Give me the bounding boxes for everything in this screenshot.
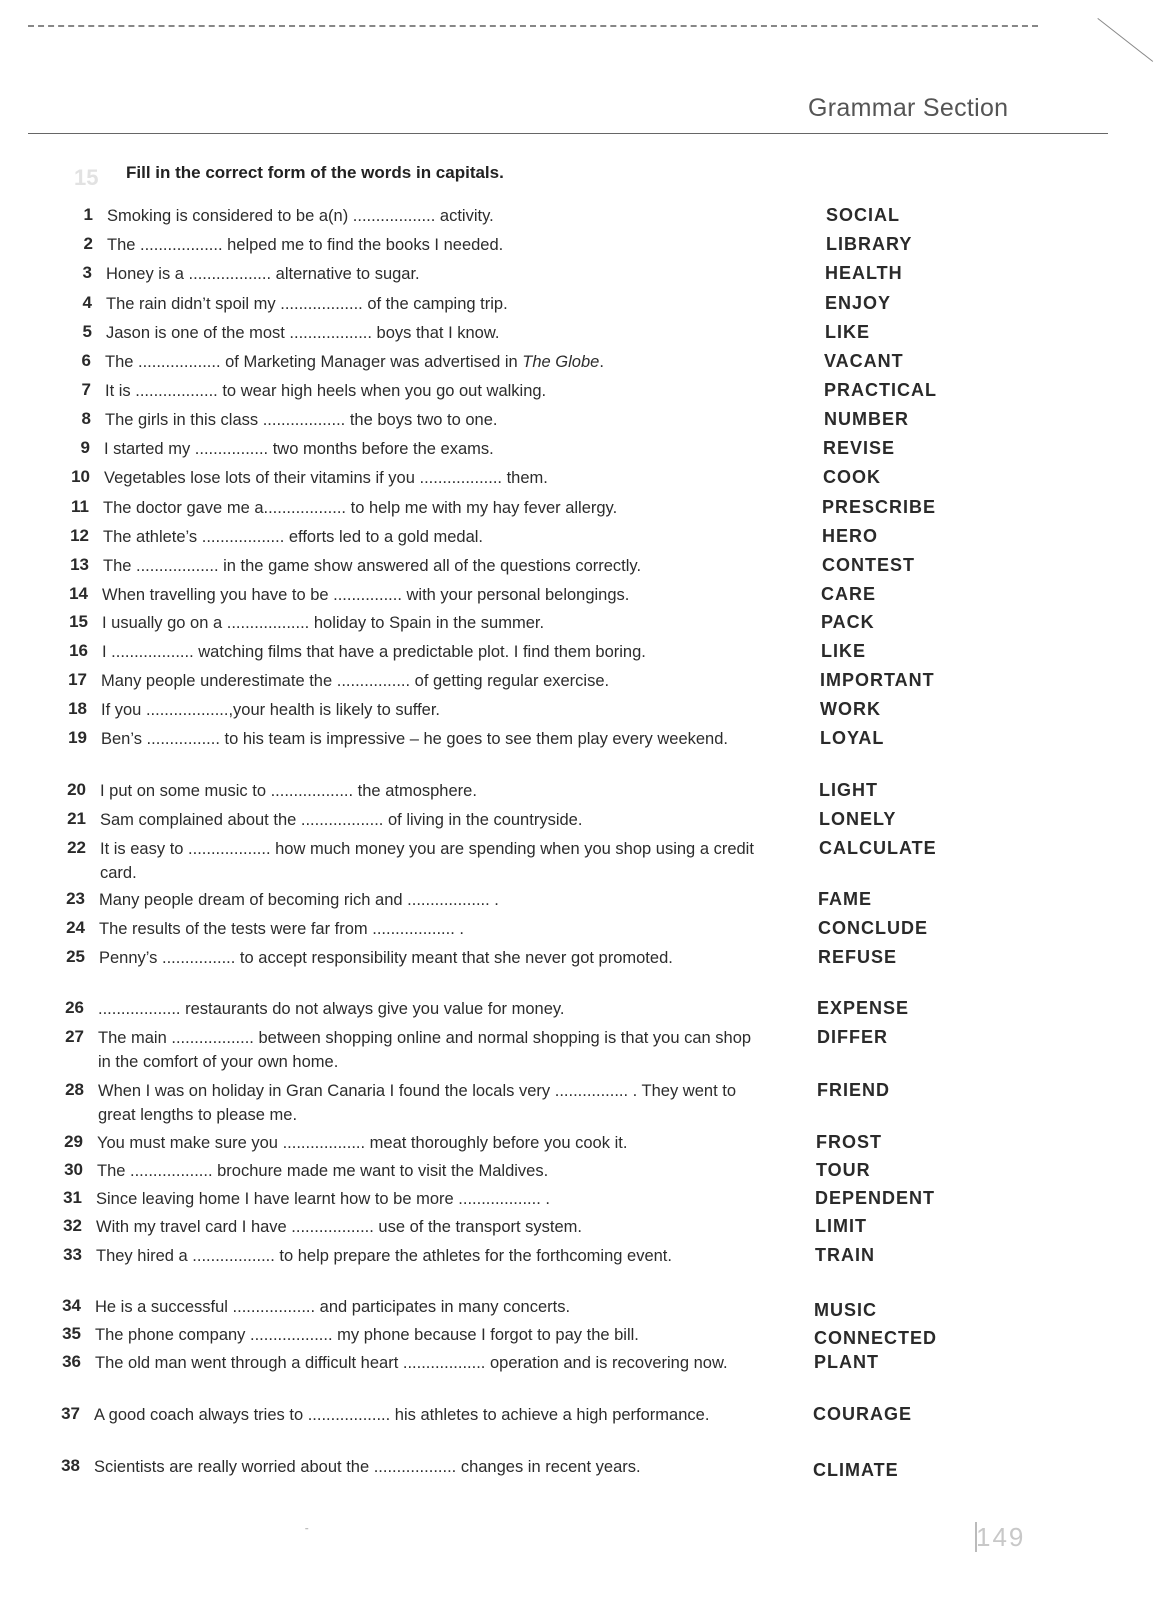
item-number: 20	[67, 780, 86, 799]
item-number: 30	[64, 1160, 83, 1179]
item-number: 18	[68, 699, 87, 718]
item-number: 35	[62, 1324, 81, 1343]
item-sentence: I started my ................ two months before the exams.	[104, 440, 494, 458]
item-sentence-italic: The Globe	[522, 353, 600, 371]
exercise-instruction: Fill in the correct form of the words in capitals.	[126, 163, 504, 182]
item-number: 13	[70, 555, 89, 574]
capital-word: CONNECTED	[814, 1328, 938, 1348]
capital-word: PACK	[821, 612, 875, 632]
item-number: 15	[69, 612, 88, 631]
item-number: 14	[69, 584, 88, 603]
item-number: 38	[61, 1456, 80, 1475]
item-sentence: The .................. in the game show answered all of the questions correctly.	[103, 557, 642, 575]
capital-word: LIGHT	[819, 780, 878, 800]
item-sentence: It is easy to .................. how much money you are spending when you shop using a credit card.	[100, 840, 754, 882]
item-sentence: The doctor gave me a.................. to help me with my hay fever allergy.	[103, 499, 618, 517]
capital-word: CONCLUDE	[818, 918, 928, 938]
item-number: 25	[66, 947, 85, 966]
capital-word: VACANT	[824, 351, 904, 371]
item-sentence: When travelling you have to be ............... with your personal belongings.	[102, 586, 630, 604]
item-number: 17	[68, 670, 87, 689]
item-number: 32	[63, 1216, 82, 1235]
item-number: 16	[69, 641, 88, 660]
item-sentence: When I was on holiday in Gran Canaria I found the locals very ................ . They went to great lengths to please me.	[98, 1082, 737, 1124]
item-sentence: Many people underestimate the ................ of getting regular exercise.	[101, 672, 610, 690]
item-sentence: Ben’s ................ to his team is impressive – he goes to see them play every weekend.	[101, 730, 728, 748]
item-sentence: Vegetables lose lots of their vitamins if you .................. them.	[104, 469, 548, 487]
capital-word: DEPENDENT	[815, 1188, 936, 1208]
item-number: 10	[71, 467, 90, 486]
capital-word: FAME	[818, 889, 873, 909]
capital-word: TRAIN	[815, 1245, 875, 1265]
item-number: 36	[62, 1352, 81, 1371]
item-number: 24	[66, 918, 85, 937]
item-sentence: Penny’s ................ to accept responsibility meant that she never got promoted.	[99, 949, 673, 967]
page-number: 149	[976, 1522, 1026, 1552]
item-number: 7	[81, 380, 91, 399]
item-sentence: Jason is one of the most .................. boys that I know.	[106, 324, 500, 342]
capital-word: LIBRARY	[826, 234, 913, 254]
item-sentence: It is .................. to wear high heels when you go out walking.	[105, 382, 547, 400]
capital-word: REVISE	[823, 438, 896, 458]
item-sentence: He is a successful .................. and participates in many concerts.	[95, 1298, 571, 1316]
capital-word: CALCULATE	[819, 838, 937, 858]
item-number: 8	[81, 409, 91, 428]
item-number: 6	[81, 351, 91, 370]
capital-word: COURAGE	[813, 1404, 913, 1424]
item-sentence: Sam complained about the .................. of living in the countryside.	[100, 811, 583, 829]
item-number: 5	[82, 322, 92, 341]
capital-word: TOUR	[816, 1160, 871, 1180]
item-number: 3	[82, 263, 92, 282]
capital-word: PRACTICAL	[824, 380, 937, 400]
capital-word: CARE	[821, 584, 877, 604]
item-number: 29	[64, 1132, 83, 1151]
item-sentence: Smoking is considered to be a(n) .................. activity.	[107, 207, 494, 225]
item-sentence: A good coach always tries to .................. his athletes to achieve a high performance.	[94, 1406, 710, 1424]
item-number: 2	[83, 234, 93, 253]
stray-scan-mark: ˉ	[305, 1527, 309, 1539]
header-divider	[28, 133, 1108, 134]
item-number: 9	[80, 438, 90, 457]
capital-word: FRIEND	[817, 1080, 890, 1100]
item-sentence-part: .	[599, 353, 604, 371]
capital-word: NUMBER	[824, 409, 909, 429]
item-sentence: The main .................. between shopping online and normal shopping is that you can shop in the comfort of your own home.	[98, 1029, 752, 1071]
capital-word: IMPORTANT	[820, 670, 935, 690]
capital-word: COOK	[823, 467, 881, 487]
item-number: 4	[82, 293, 92, 312]
item-number: 33	[63, 1245, 82, 1264]
item-number: 23	[66, 889, 85, 908]
capital-word: FROST	[816, 1132, 882, 1152]
item-sentence: Honey is a .................. alternative to sugar.	[106, 265, 420, 283]
exercise-number-badge: 15	[74, 165, 99, 190]
capital-word: CLIMATE	[813, 1460, 899, 1480]
item-number: 12	[70, 526, 89, 545]
item-number: 22	[67, 838, 86, 857]
capital-word: MUSIC	[814, 1300, 877, 1320]
item-number: 31	[63, 1188, 82, 1207]
item-sentence: Since leaving home I have learnt how to be more .................. .	[96, 1190, 550, 1208]
item-sentence: .................. restaurants do not always give you value for money.	[98, 1000, 565, 1018]
item-number: 34	[62, 1296, 81, 1315]
item-sentence: The .................. helped me to find the books I needed.	[107, 236, 504, 254]
capital-word: LOYAL	[820, 728, 885, 748]
capital-word: REFUSE	[818, 947, 898, 967]
item-sentence: You must make sure you .................. meat thoroughly before you cook it.	[97, 1134, 628, 1152]
item-sentence: The girls in this class .................. the boys two to one.	[105, 411, 498, 429]
item-sentence: If you ..................,your health is likely to suffer.	[101, 701, 441, 719]
capital-word: LIKE	[821, 641, 867, 661]
corner-mark	[1097, 18, 1153, 62]
item-sentence: Scientists are really worried about the .................. changes in recent years.	[94, 1458, 641, 1476]
capital-word: PRESCRIBE	[822, 497, 937, 517]
capital-word: LIMIT	[815, 1216, 867, 1236]
capital-word: ENJOY	[825, 293, 892, 313]
capital-word: PLANT	[814, 1352, 879, 1372]
capital-word: HEALTH	[825, 263, 903, 283]
capital-word: DIFFER	[817, 1027, 888, 1047]
item-sentence: I usually go on a .................. holiday to Spain in the summer.	[102, 614, 545, 632]
scan-top-border	[28, 25, 1038, 27]
item-sentence: I .................. watching films that have a predictable plot. I find them boring.	[102, 643, 646, 661]
capital-word: HERO	[822, 526, 879, 546]
item-number: 21	[67, 809, 86, 828]
item-sentence: The athlete’s .................. efforts led to a gold medal.	[103, 528, 484, 546]
item-sentence: I put on some music to .................. the atmosphere.	[100, 782, 477, 800]
capital-word: CONTEST	[822, 555, 916, 575]
item-sentence: The rain didn’t spoil my .................. of the camping trip.	[106, 295, 508, 313]
capital-word: EXPENSE	[817, 998, 910, 1018]
capital-word: WORK	[820, 699, 881, 719]
item-number: 27	[65, 1027, 84, 1046]
capital-word: SOCIAL	[826, 205, 901, 225]
item-sentence: The old man went through a difficult heart .................. operation and is recovering now.	[95, 1354, 728, 1372]
item-number: 37	[61, 1404, 80, 1423]
item-sentence: The .................. brochure made me want to visit the Maldives.	[97, 1162, 549, 1180]
item-sentence: The phone company .................. my phone because I forgot to pay the bill.	[95, 1326, 639, 1344]
item-number: 28	[65, 1080, 84, 1099]
item-sentence	[105, 350, 760, 374]
capital-word: LIKE	[825, 322, 871, 342]
item-number: 11	[71, 497, 89, 516]
item-number: 26	[65, 998, 84, 1017]
item-sentence: With my travel card I have .................. use of the transport system.	[96, 1218, 583, 1236]
item-sentence-part: The .................. of Marketing Manager was advertised in	[105, 353, 523, 371]
item-sentence: The results of the tests were far from .................. .	[99, 920, 464, 938]
capital-word: LONELY	[819, 809, 897, 829]
item-number: 19	[68, 728, 87, 747]
item-sentence: Many people dream of becoming rich and .................. .	[99, 891, 499, 909]
section-header: Grammar Section	[808, 94, 1009, 122]
item-sentence: They hired a .................. to help prepare the athletes for the forthcoming event.	[96, 1247, 672, 1265]
item-number: 1	[83, 205, 93, 224]
